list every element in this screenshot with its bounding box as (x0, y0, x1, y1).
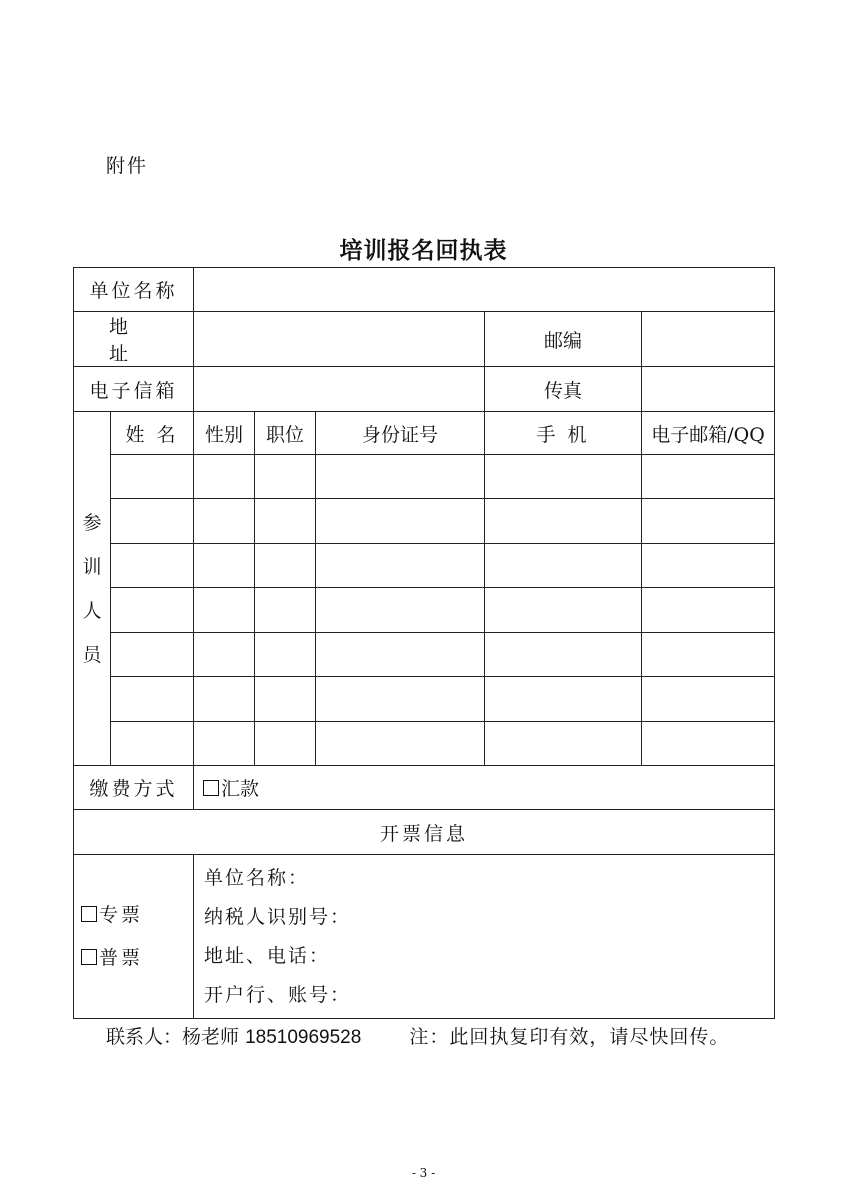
contact-phone: 18510969528 (245, 1027, 362, 1048)
participant-gender-cell[interactable] (194, 544, 255, 588)
participant-position-cell[interactable] (255, 455, 316, 499)
form-title: 培训报名回执表 (339, 237, 508, 264)
participant-gender-cell[interactable] (194, 499, 255, 544)
participant-row (74, 722, 775, 766)
postcode-label: 邮编 (485, 312, 642, 367)
special-invoice-checkbox[interactable] (81, 906, 97, 922)
participant-row (74, 455, 775, 499)
participant-gender-cell[interactable] (194, 722, 255, 766)
participant-gender-cell[interactable] (194, 633, 255, 677)
col-header-email-qq: 电子邮箱/QQ (642, 412, 775, 455)
postcode-cell[interactable] (642, 312, 775, 367)
normal-invoice-option[interactable] (74, 937, 193, 980)
participant-row (74, 588, 775, 633)
participant-mobile-cell[interactable] (485, 544, 642, 588)
participants-char-4: 员 (82, 643, 102, 666)
normal-invoice-label: 普票 (99, 946, 144, 969)
participant-email-cell[interactable] (642, 677, 775, 722)
participant-id-cell[interactable] (316, 455, 485, 499)
participant-mobile-cell[interactable] (485, 633, 642, 677)
address-cell[interactable] (194, 312, 485, 367)
participant-name-cell[interactable] (111, 722, 194, 766)
participant-position-cell[interactable] (255, 677, 316, 722)
invoice-type-cell (74, 855, 194, 1019)
participants-char-1: 参 (82, 511, 102, 534)
participant-gender-cell[interactable] (194, 455, 255, 499)
invoice-tax-id-line: 纳税人识别号： (204, 905, 352, 928)
normal-invoice-checkbox[interactable] (81, 949, 97, 965)
participant-mobile-cell[interactable] (485, 722, 642, 766)
email-cell[interactable] (194, 367, 485, 412)
fax-cell[interactable] (642, 367, 775, 412)
page-number: - 3 - (411, 1166, 436, 1180)
participant-position-cell[interactable] (255, 499, 316, 544)
invoice-unit-name-line: 单位名称： (204, 866, 310, 889)
col-header-position: 职位 (255, 412, 316, 455)
payment-option[interactable] (194, 766, 775, 810)
participant-email-cell[interactable] (642, 722, 775, 766)
participant-row (74, 499, 775, 544)
payment-method-label: 缴费方式 (74, 766, 194, 810)
contact-footer (106, 1022, 729, 1049)
participants-char-2: 训 (82, 555, 102, 578)
participant-email-cell[interactable] (642, 588, 775, 633)
participant-id-cell[interactable] (316, 677, 485, 722)
participant-email-cell[interactable] (642, 544, 775, 588)
participant-id-cell[interactable] (316, 588, 485, 633)
participant-id-cell[interactable] (316, 499, 485, 544)
remittance-checkbox[interactable] (203, 780, 219, 796)
participant-position-cell[interactable] (255, 722, 316, 766)
address-label: 地 址 (74, 312, 194, 367)
participant-row (74, 633, 775, 677)
email-label: 电子信箱 (74, 367, 194, 412)
invoice-address-phone-line: 地址、电话： (204, 944, 331, 967)
special-invoice-option[interactable] (74, 894, 193, 937)
copy-valid-note: 注：此回执复印有效，请尽快回传。 (409, 1026, 730, 1048)
contact-label: 联系人： (106, 1026, 183, 1048)
participant-id-cell[interactable] (316, 722, 485, 766)
col-header-id-number: 身份证号 (316, 412, 485, 455)
invoice-details-cell[interactable] (194, 855, 775, 1019)
participant-gender-cell[interactable] (194, 677, 255, 722)
participant-name-cell[interactable] (111, 455, 194, 499)
invoice-info-header: 开票信息 (74, 810, 775, 855)
participants-group-label (74, 412, 111, 766)
participant-mobile-cell[interactable] (485, 677, 642, 722)
participant-name-cell[interactable] (111, 588, 194, 633)
col-header-mobile: 手 机 (485, 412, 642, 455)
participant-email-cell[interactable] (642, 633, 775, 677)
participant-mobile-cell[interactable] (485, 588, 642, 633)
participant-name-cell[interactable] (111, 677, 194, 722)
special-invoice-label: 专票 (99, 903, 144, 926)
participant-id-cell[interactable] (316, 544, 485, 588)
participant-position-cell[interactable] (255, 633, 316, 677)
col-header-gender: 性别 (194, 412, 255, 455)
invoice-bank-account-line: 开户行、账号： (204, 983, 352, 1006)
fax-label: 传真 (485, 367, 642, 412)
participant-mobile-cell[interactable] (485, 455, 642, 499)
participant-email-cell[interactable] (642, 455, 775, 499)
participant-name-cell[interactable] (111, 499, 194, 544)
participant-name-cell[interactable] (111, 633, 194, 677)
participant-gender-cell[interactable] (194, 588, 255, 633)
participant-mobile-cell[interactable] (485, 499, 642, 544)
participant-position-cell[interactable] (255, 544, 316, 588)
participant-email-cell[interactable] (642, 499, 775, 544)
participant-name-cell[interactable] (111, 544, 194, 588)
unit-name-cell[interactable] (194, 268, 775, 312)
unit-name-label: 单位名称 (74, 268, 194, 312)
participant-row (74, 544, 775, 588)
participant-position-cell[interactable] (255, 588, 316, 633)
participants-char-3: 人 (82, 599, 102, 622)
registration-form-table (73, 267, 775, 1019)
contact-name: 杨老师 (182, 1026, 240, 1048)
participant-id-cell[interactable] (316, 633, 485, 677)
remittance-label: 汇款 (221, 778, 260, 800)
col-header-name: 姓 名 (111, 412, 194, 455)
attachment-label: 附件 (106, 155, 149, 177)
participant-row (74, 677, 775, 722)
